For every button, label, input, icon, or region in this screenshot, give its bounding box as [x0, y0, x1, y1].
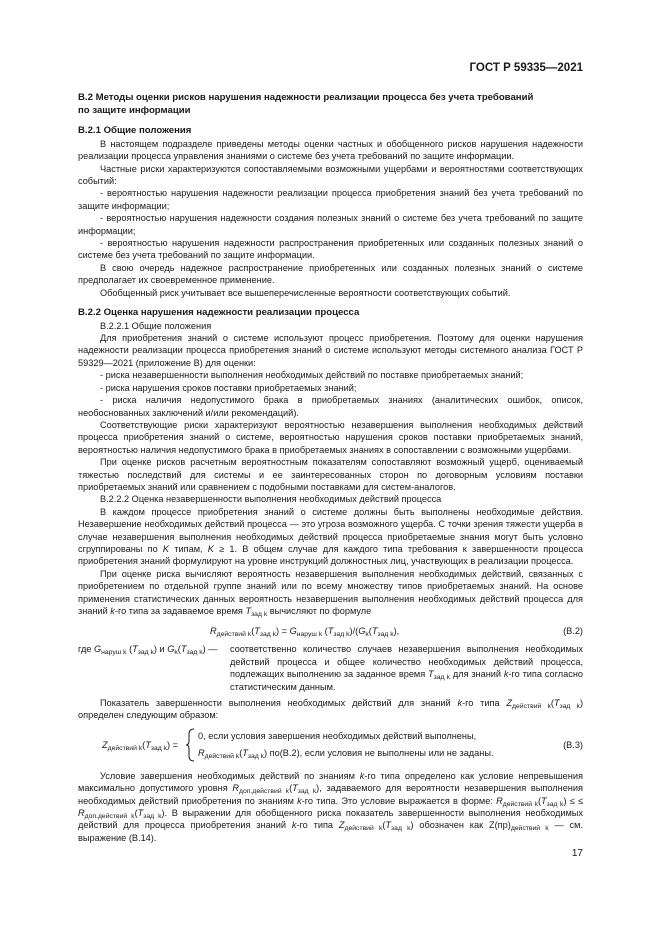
legend-symbols: где $G_{наруш k}$ $(T_{зад k})$ и $G_k(T_{зад k})$ — [78, 644, 218, 657]
list-item: - вероятностью нарушения надежности распространения приобретенных или созданных полезных знаний о системе без учета требований по защите информации. [78, 238, 583, 261]
paragraph: При оценке рисков расчетным вероятностным показателям сопоставляют возможный ущерб, оцениваемый тяжестью последствий для системы и ее заинтересованных сторон по договорным условиям поставки приобретаемых знаний или сравнением с подобными поставками для систем-аналогов. [78, 457, 583, 492]
list-item: - риска незавершенности выполнения необходимых действий по поставке приобретаемых знаний; [100, 370, 524, 381]
paragraph: В каждом процессе приобретения знаний о системе должны быть выполнены необходимые действия. Незавершение необходимых действий процесса — это угроза возможного ущерба. С точки зрения тяжести ущерба в случае незавершения выполнения необходимых действий процесса приобретаемые знания могут быть условно сгруппированы по K типам, K ≥ 1. В общем случае для каждого типа требования к завершенности процесса приобретения знаний формулируют на уровне инструкций должностных лиц, участвующих в реализации процесса. [78, 506, 583, 567]
formula-lhs: $Z_{действий k}(T_{зад k})$ = [102, 739, 178, 752]
list-item: - риска наличия недопустимого брака в приобретаемых знаниях (аналитических ошибок, описок, необоснованных заключений и/или рекомендаций). [78, 395, 583, 418]
formula-case-1: 0, если условия завершения необходимых действий выполнены, [198, 730, 477, 741]
paragraph: В свою очередь надежное распространение приобретенных или созданных полезных знаний о системе предполагает их своевременное применение. [78, 262, 583, 286]
paragraph: Соответствующие риски характеризуют вероятностью незавершения выполнения необходимых действий процесса приобретения знаний о системе, вероятностью нарушения сроков поставки приобретаемых знаний, вероятностью наличия недопустимого брака в приобретаемых знаниях в сопоставлении с возможными ущербами. [78, 419, 583, 455]
section-heading-b21: В.2.1 Общие положения [78, 125, 192, 137]
paragraph: При оценке риска вычисляют вероятность незавершения выполнения необходимых действий, связанных с приобретением по отдельной группе знаний или по всему множеству типов приобретаемых знаний. На основе применения статистических данных вероятность незавершения выполнения необходимых действий процесса для знаний k-го типа за задаваемое время $T_{зад k}$ вычисляют по формуле [78, 568, 583, 618]
paragraph: В настоящем подразделе приведены методы оценки частных и обобщенного рисков нарушения надежности реализации процесса управления знаниями о системе без учета требований по защите информации. [78, 138, 583, 162]
formula-legend [78, 643, 583, 693]
paragraph: Условие завершения необходимых действий по знаниям k-го типа определено как условие непревышения максимально допустимого уровня $R_{доп.действий k}(T_{зад k})$, задаваемого для вероятности незавершения выполнения необходимых действий приобретения по знаниям k-го типа. Это условие выражается в форме: $R_{действий k}(T_{зад k})$ ≤ ≤ $R_{доп.действий k}(T_{зад k})$. В выражении для обобщенного риска показатель завершенности выполнения необходимых действий для процесса приобретения знаний k-го типа $Z_{действий k}(T_{зад k})$ обозначен как $Z(пр)_{действий k}$ — см. выражение (В.14). [78, 770, 584, 843]
list-item: - вероятностью нарушения надежности реализации процесса приобретения знаний без учета требований по защите информации; [78, 188, 583, 211]
list-item: - вероятностью нарушения надежности создания полезных знаний о системе без учета требований по защите информации; [78, 213, 583, 236]
formula-number: (В.3) [563, 739, 583, 750]
subsection-heading: В.2.2.2 Оценка незавершенности выполнения необходимых действий процесса [100, 494, 442, 505]
document-body [78, 92, 583, 844]
paragraph: Обобщенный риск учитывает все вышеперечисленные вероятности соответствующих событий. [100, 287, 511, 298]
formula-expression: $R_{действий k}(T_{зад k}) = G_{наруш k}$ $(T_{зад k})/(G_k(T_{зад k})$, [210, 626, 400, 639]
formula-case-2: $R_{действий k}(T_{зад k})$ по(В.2), если условия не выполнены или не заданы. [198, 747, 494, 760]
formula-b2 [78, 622, 583, 640]
formula-number: (В.2) [563, 626, 583, 637]
section-heading-b2: В.2 Методы оценки рисков нарушения надежности реализации процесса без учета требований по защите информации [78, 92, 534, 116]
paragraph: Частные риски характеризуются сопоставляемыми возможными ущербами и вероятностями соответствующих событий: [78, 163, 583, 186]
list-item: - риска нарушения сроков поставки приобретаемых знаний; [100, 382, 357, 393]
paragraph: Показатель завершенности выполнения необходимых действий для знаний k-го типа $Z_{действий k}(T_{зад k})$ определен следующим образом: [78, 698, 583, 721]
page-number: 17 [571, 848, 583, 859]
formula-b3 [78, 728, 583, 762]
subsection-heading: В.2.2.1 Общие положения [100, 320, 212, 331]
paragraph: Для приобретения знаний о системе используют процесс приобретения. Поэтому для оценки нарушения надежности реализации процесса приобретения знаний о системе используют методы системного анализа ГОСТ Р 59329—2021 (приложение В) для оценки: [78, 333, 583, 368]
standard-header: ГОСТ Р 59335—2021 [469, 62, 583, 74]
legend-description: соответственно количество случаев незавершения выполнения необходимых действий процесса и общее количество необходимых действий процесса, подлежащих выполнению за заданное время $T_{зад k}$ для знаний k-го типа согласно статистическим данным. [230, 644, 584, 692]
left-brace-icon [186, 728, 196, 762]
section-heading-b22: В.2.2 Оценка нарушения надежности реализации процесса [78, 307, 360, 319]
